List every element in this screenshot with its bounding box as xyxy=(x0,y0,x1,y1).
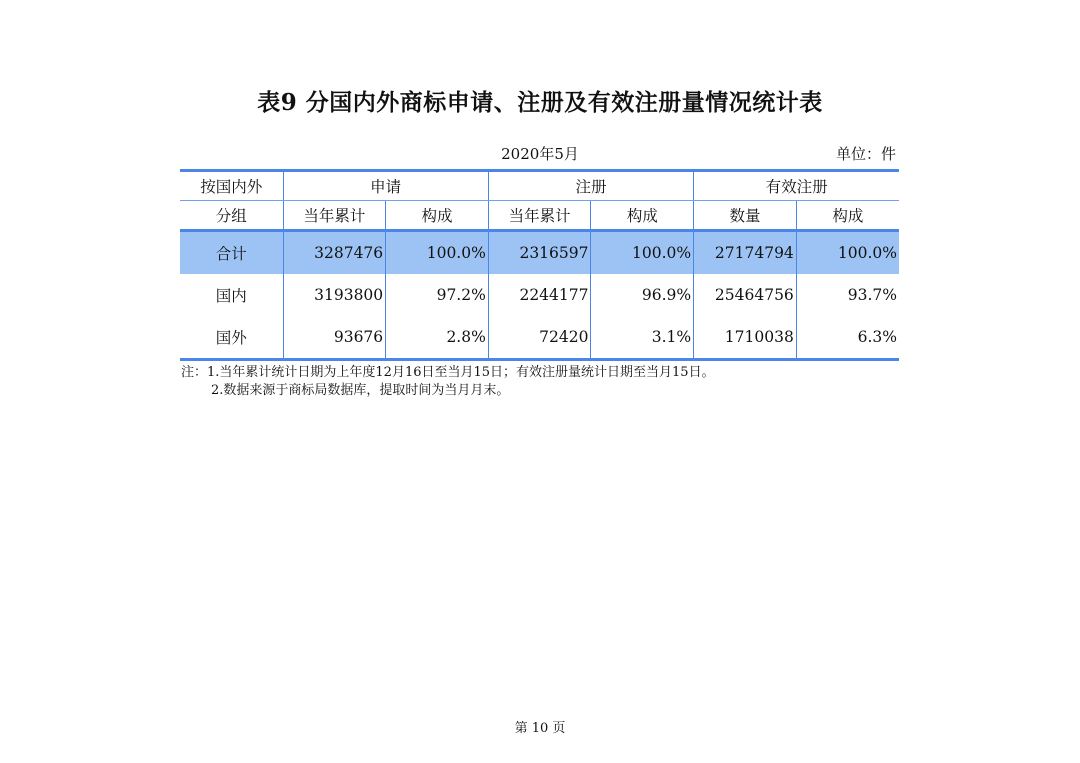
table-cell: 93676 xyxy=(283,317,386,360)
table-row-foreign xyxy=(180,317,899,360)
table-cell: 93.7% xyxy=(796,274,899,317)
sub-header: 数量 xyxy=(694,201,797,231)
table-row-total xyxy=(180,231,899,274)
row-label: 国内 xyxy=(215,287,247,305)
row-label: 合计 xyxy=(180,231,283,274)
table-cell: 100.0% xyxy=(386,231,489,274)
table-cell: 3.1% xyxy=(591,317,694,360)
table-cell: 96.9% xyxy=(591,274,694,317)
table-cell: 72420 xyxy=(488,317,591,360)
unit-label: 单位：件 xyxy=(835,145,896,163)
table-cell: 1710038 xyxy=(694,317,797,360)
group-header-2: 分组 xyxy=(180,201,283,231)
table-notes xyxy=(181,364,715,400)
report-period: 2020年5月 xyxy=(501,145,579,163)
group-header: 按国内外 xyxy=(180,171,283,201)
note-1: 注：1.当年累计统计日期为上年度12月16日至当月15日；有效注册量统计日期至当月15日。 xyxy=(181,365,715,380)
table-cell: 6.3% xyxy=(796,317,899,360)
header-row-groups xyxy=(180,171,899,201)
table-cell: 3193800 xyxy=(283,274,386,317)
header-row-subcolumns xyxy=(180,201,899,231)
note-2: 2.数据来源于商标局数据库，提取时间为当月月末。 xyxy=(211,383,510,398)
table-row-domestic xyxy=(180,274,899,317)
row-label: 国外 xyxy=(215,329,247,348)
table-cell: 3287476 xyxy=(283,231,386,274)
trademark-statistics-table xyxy=(180,169,899,361)
sub-header: 构成 xyxy=(386,201,489,231)
sub-header: 构成 xyxy=(591,201,694,231)
sub-header: 当年累计 xyxy=(283,201,386,231)
table-cell: 2.8% xyxy=(386,317,489,360)
table-cell: 25464756 xyxy=(694,274,797,317)
page-number: 第 10 页 xyxy=(514,721,566,736)
table-cell: 100.0% xyxy=(591,231,694,274)
col-group-valid-registration: 有效注册 xyxy=(694,171,899,201)
table-cell: 27174794 xyxy=(694,231,797,274)
table-cell: 2244177 xyxy=(488,274,591,317)
col-group-application: 申请 xyxy=(283,171,488,201)
table-cell: 97.2% xyxy=(386,274,489,317)
sub-header: 当年累计 xyxy=(488,201,591,231)
table-cell: 2316597 xyxy=(488,231,591,274)
sub-header: 构成 xyxy=(796,201,899,231)
col-group-registration: 注册 xyxy=(488,171,693,201)
table-cell: 100.0% xyxy=(796,231,899,274)
table-title: 表9 分国内外商标申请、注册及有效注册量情况统计表 xyxy=(257,89,823,116)
